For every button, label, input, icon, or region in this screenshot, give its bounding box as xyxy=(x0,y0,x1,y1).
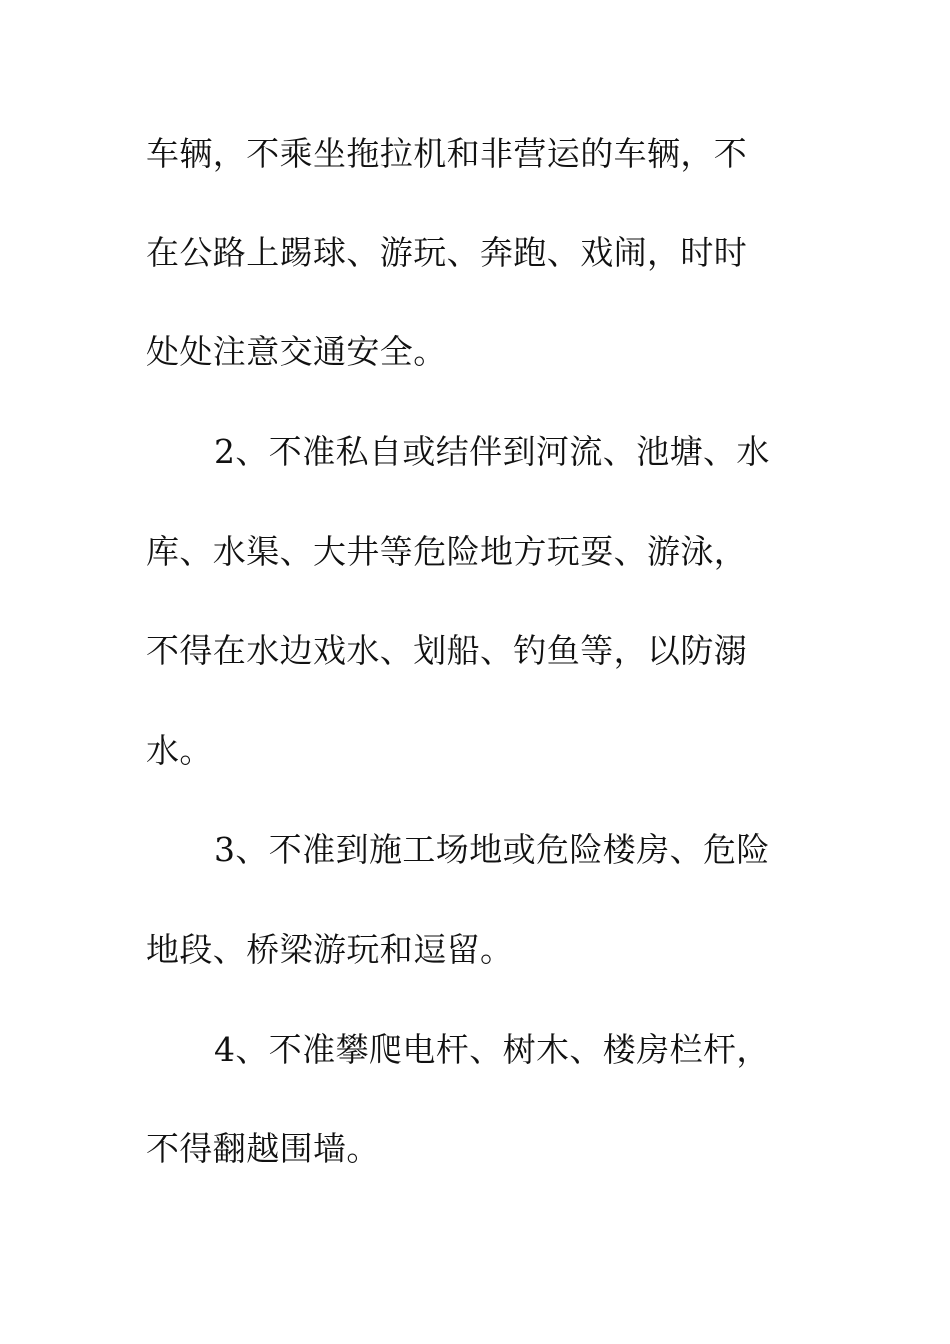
paragraph-3-line-1: 3、不准到施工场地或危险楼房、危险 xyxy=(214,830,770,869)
paragraph-2-line-1: 2、不准私自或结伴到河流、池塘、水 xyxy=(214,432,770,471)
paragraph-3-line-2: 地段、桥梁游玩和逗留。 xyxy=(146,930,514,969)
text-line-3: 处处注意交通安全。 xyxy=(146,332,447,371)
text-line-2: 在公路上踢球、游玩、奔跑、戏闹，时时 xyxy=(146,233,748,272)
paragraph-4-line-1: 4、不准攀爬电杆、树木、楼房栏杆， xyxy=(214,1030,770,1069)
paragraph-4-line-2: 不得翻越围墙。 xyxy=(146,1129,380,1168)
paragraph-2-line-2: 库、水渠、大井等危险地方玩耍、游泳， xyxy=(146,532,748,571)
paragraph-2-line-4: 水。 xyxy=(146,731,213,770)
paragraph-2-line-3: 不得在水边戏水、划船、钓鱼等，以防溺 xyxy=(146,631,748,670)
text-line-1: 车辆，不乘坐拖拉机和非营运的车辆，不 xyxy=(146,134,748,173)
